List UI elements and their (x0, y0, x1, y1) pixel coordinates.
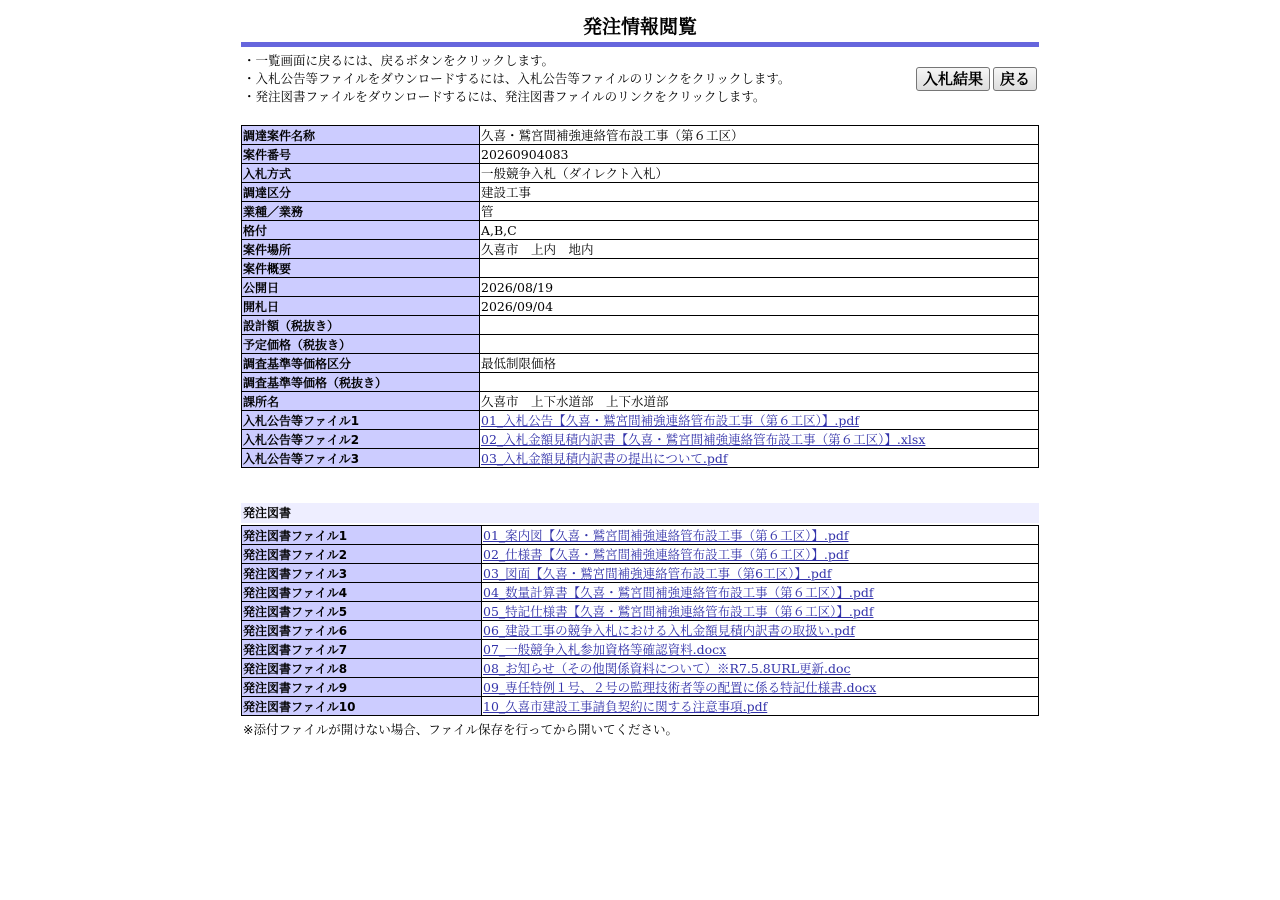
file-cell (482, 640, 1039, 659)
row-label: 発注図書ファイル5 (242, 602, 482, 621)
row-label: 予定価格（税抜き） (242, 335, 480, 354)
table-row (242, 183, 1039, 202)
row-label: 発注図書ファイル2 (242, 545, 482, 564)
table-row (242, 526, 1039, 545)
row-value: 一般競争入札（ダイレクト入札） (480, 164, 1039, 183)
row-label: 業種／業務 (242, 202, 480, 221)
table-row (242, 373, 1039, 392)
file-cell (482, 526, 1039, 545)
file-download-link[interactable]: 05_特記仕様書【久喜・鷲宮間補強連絡管布設工事（第６工区）】.pdf (483, 604, 874, 619)
row-value: 久喜市 上下水道部 上下水道部 (480, 392, 1039, 411)
row-value: 2026/08/19 (480, 278, 1039, 297)
table-row (242, 354, 1039, 373)
table-row (242, 164, 1039, 183)
table-row (242, 145, 1039, 164)
file-cell (482, 659, 1039, 678)
file-cell (480, 430, 1039, 449)
file-download-link[interactable]: 08_お知らせ（その他関係資料について）※R7.5.8URL更新.doc (483, 661, 851, 676)
action-buttons (916, 67, 1037, 91)
row-label: 公開日 (242, 278, 480, 297)
row-label: 入札方式 (242, 164, 480, 183)
table-row (242, 659, 1039, 678)
table-row (242, 240, 1039, 259)
file-cell (482, 697, 1039, 716)
row-label: 課所名 (242, 392, 480, 411)
tender-info-table (241, 125, 1039, 468)
row-value: A,B,C (480, 221, 1039, 240)
table-row (242, 126, 1039, 145)
row-label: 発注図書ファイル1 (242, 526, 482, 545)
table-row (242, 678, 1039, 697)
file-download-link[interactable]: 10_久喜市建設工事請負契約に関する注意事項.pdf (483, 699, 768, 714)
table-row (242, 259, 1039, 278)
row-label: 発注図書ファイル9 (242, 678, 482, 697)
table-row (242, 640, 1039, 659)
bid-results-button[interactable]: 入札結果 (916, 67, 990, 91)
file-cell (482, 678, 1039, 697)
row-value: 建設工事 (480, 183, 1039, 202)
attachment-note: ※添付ファイルが開けない場合、ファイル保存を行ってから開いてください。 (243, 722, 678, 737)
file-download-link[interactable]: 04_数量計算書【久喜・鷲宮間補強連絡管布設工事（第６工区）】.pdf (483, 585, 874, 600)
table-row (242, 583, 1039, 602)
table-row (242, 449, 1039, 468)
table-row (242, 697, 1039, 716)
row-label: 案件場所 (242, 240, 480, 259)
file-cell (480, 411, 1039, 430)
file-cell (482, 564, 1039, 583)
table-row (242, 316, 1039, 335)
file-download-link[interactable]: 09_専任特例１号、２号の監理技術者等の配置に係る特記仕様書.docx (483, 680, 877, 695)
row-label: 調達区分 (242, 183, 480, 202)
row-label: 入札公告等ファイル1 (242, 411, 480, 430)
file-download-link[interactable]: 03_図面【久喜・鷲宮間補強連絡管布設工事（第6工区）】.pdf (483, 566, 832, 581)
page-title: 発注情報閲覧 (582, 16, 697, 38)
file-cell (482, 545, 1039, 564)
row-value: 20260904083 (480, 145, 1039, 164)
row-value (480, 316, 1039, 335)
table-row (242, 202, 1039, 221)
file-cell (482, 602, 1039, 621)
instruction-item: ・入札公告等ファイルをダウンロードするには、入札公告等ファイルのリンクをクリックします。 (243, 71, 791, 86)
instruction-item: ・一覧画面に戻るには、戻るボタンをクリックします。 (243, 53, 555, 68)
row-label: 発注図書ファイル6 (242, 621, 482, 640)
instructions-area (241, 47, 1039, 125)
back-button[interactable]: 戻る (993, 67, 1037, 91)
row-value: 2026/09/04 (480, 297, 1039, 316)
docs-section-heading: 発注図書 (241, 503, 1039, 523)
table-row (242, 430, 1039, 449)
row-value (480, 259, 1039, 278)
row-label: 発注図書ファイル10 (242, 697, 482, 716)
row-label: 入札公告等ファイル2 (242, 430, 480, 449)
row-value (480, 373, 1039, 392)
row-label: 案件概要 (242, 259, 480, 278)
file-download-link[interactable]: 01_入札公告【久喜・鷲宮間補強連絡管布設工事（第６工区）】.pdf (481, 413, 860, 428)
row-label: 入札公告等ファイル3 (242, 449, 480, 468)
table-row (242, 392, 1039, 411)
row-label: 発注図書ファイル7 (242, 640, 482, 659)
file-download-link[interactable]: 01_案内図【久喜・鷲宮間補強連絡管布設工事（第６工区）】.pdf (483, 528, 849, 543)
row-value: 最低制限価格 (480, 354, 1039, 373)
row-label: 発注図書ファイル4 (242, 583, 482, 602)
row-label: 調査基準等価格（税抜き） (242, 373, 480, 392)
table-row (242, 335, 1039, 354)
row-value: 管 (480, 202, 1039, 221)
order-documents-table (241, 525, 1039, 716)
row-label: 開札日 (242, 297, 480, 316)
file-cell (480, 449, 1039, 468)
row-value: 久喜市 上内 地内 (480, 240, 1039, 259)
row-value (480, 335, 1039, 354)
file-download-link[interactable]: 03_入札金額見積内訳書の提出について.pdf (481, 451, 728, 466)
file-cell (482, 621, 1039, 640)
row-value: 久喜・鷲宮間補強連絡管布設工事（第６工区） (480, 126, 1039, 145)
row-label: 発注図書ファイル8 (242, 659, 482, 678)
row-label: 案件番号 (242, 145, 480, 164)
table-row (242, 297, 1039, 316)
table-row (242, 411, 1039, 430)
row-label: 調達案件名称 (242, 126, 480, 145)
file-download-link[interactable]: 02_入札金額見積内訳書【久喜・鷲宮間補強連絡管布設工事（第６工区）】.xlsx (481, 432, 926, 447)
file-download-link[interactable]: 06_建設工事の競争入札における入札金額見積内訳書の取扱い.pdf (483, 623, 855, 638)
table-row (242, 278, 1039, 297)
file-download-link[interactable]: 07_一般競争入札参加資格等確認資料.docx (483, 642, 727, 657)
table-row (242, 221, 1039, 240)
table-row (242, 545, 1039, 564)
file-cell (482, 583, 1039, 602)
table-row (242, 564, 1039, 583)
page-container (241, 0, 1039, 738)
table-row (242, 621, 1039, 640)
row-label: 格付 (242, 221, 480, 240)
table-row (242, 602, 1039, 621)
file-download-link[interactable]: 02_仕様書【久喜・鷲宮間補強連絡管布設工事（第６工区）】.pdf (483, 547, 849, 562)
instruction-list (243, 52, 790, 106)
row-label: 設計額（税抜き） (242, 316, 480, 335)
instruction-item: ・発注図書ファイルをダウンロードするには、発注図書ファイルのリンクをクリックします。 (243, 89, 766, 104)
row-label: 調査基準等価格区分 (242, 354, 480, 373)
row-label: 発注図書ファイル3 (242, 564, 482, 583)
